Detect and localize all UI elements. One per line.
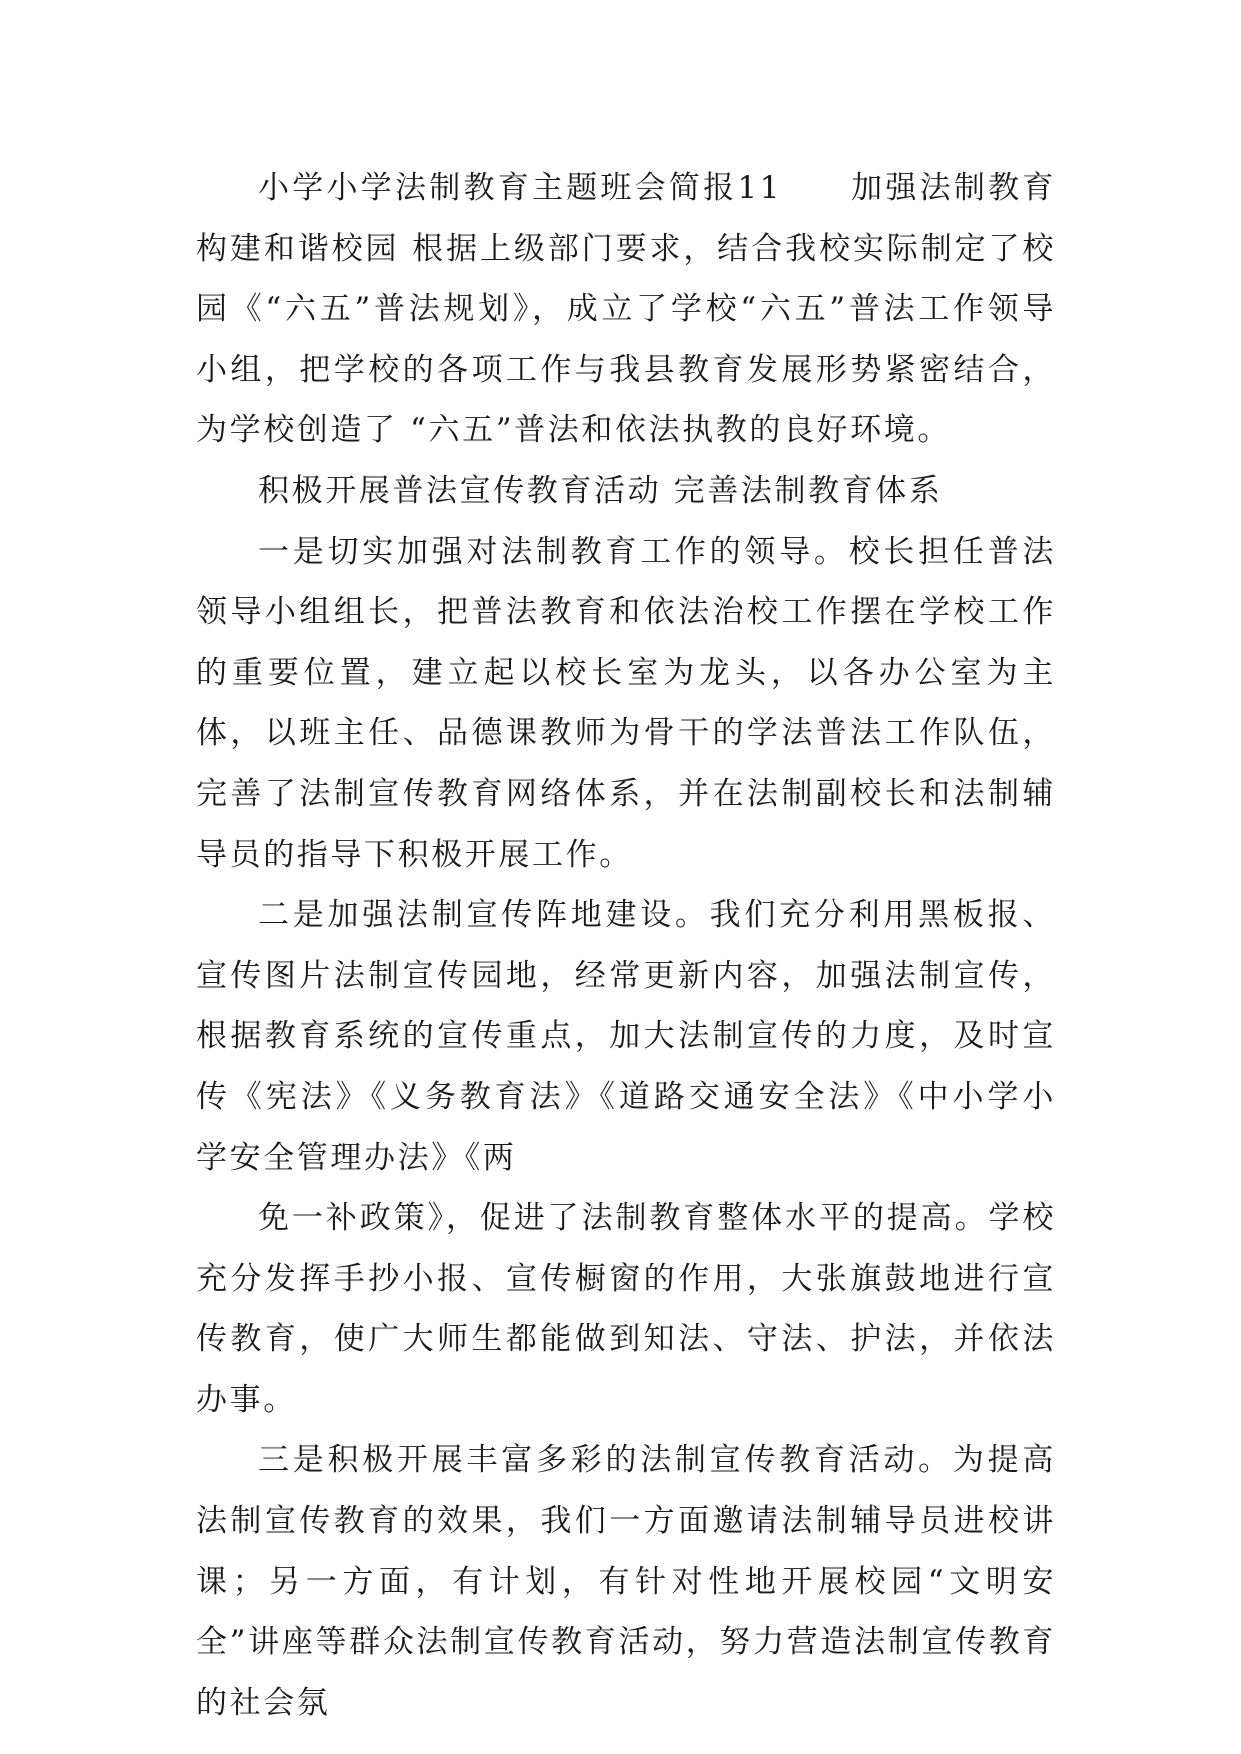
paragraph-policy: 免一补政策》，促进了法制教育整体水平的提高。学校充分发挥手抄小报、宣传橱窗的作用，大张旗鼓地进行宣传教育，使广大师生都能做到知法、守法、护法，并依法办事。 [196,1200,1056,1418]
document-body [196,158,1056,1733]
paragraph-publicity-base: 二是加强法制宣传阵地建设。我们充分利用黑板报、宣传图片法制宣传园地，经常更新内容，加强法制宣传，根据教育系统的宣传重点，加大法制宣传的力度，及时宣传《宪法》《义务教育法》《道路交通安全法》《中小学小学安全管理办法》《两 [196,897,1056,1176]
paragraph-intro: 小学小学法制教育主题班会简报11 加强法制教育构建和谐校园 根据上级部门要求，结合我校实际制定了校园《“六五”普法规划》，成立了学校“六五”普法工作领导小组，把学校的各项工作与我县教育发展形势紧密结合，为学校创造了 “六五”普法和依法执教的良好环境。 [196,170,1056,449]
paragraph-leadership: 一是切实加强对法制教育工作的领导。校长担任普法领导小组组长，把普法教育和依法治校工作摆在学校工作的重要位置，建立起以校长室为龙头，以各办公室为主体，以班主任、品德课教师为骨干的学法普法工作队伍，完善了法制宣传教育网络体系，并在法制副校长和法制辅导员的指导下积极开展工作。 [196,533,1056,873]
section-heading: 积极开展普法宣传教育活动 完善法制教育体系 [258,472,943,509]
paragraph-activities: 三是积极开展丰富多彩的法制宣传教育活动。为提高法制宣传教育的效果，我们一方面邀请法制辅导员进校讲课；另一方面，有计划，有针对性地开展校园“文明安全”讲座等群众法制宣传教育活动，努力营造法制宣传教育的社会氛 [196,1442,1056,1721]
